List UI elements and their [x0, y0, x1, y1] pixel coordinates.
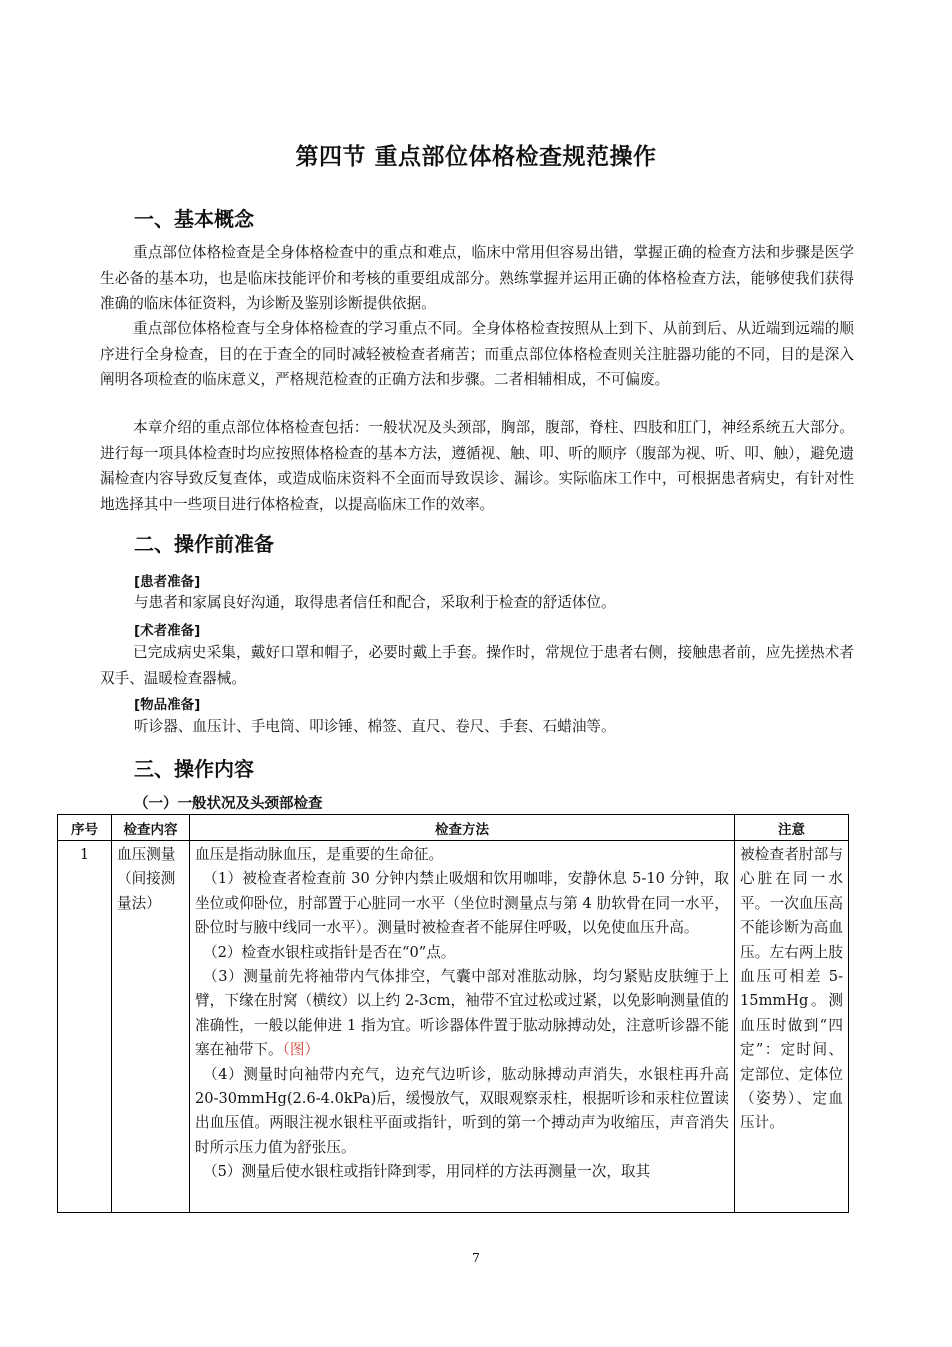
- operator-prep-label: [术者准备]: [134, 623, 201, 639]
- method-step-3-text: （3）测量前先将袖带内气体排空，气囊中部对准肱动脉，均匀紧贴皮肤缠于上臂，下缘在肘窝（横纹）以上约 2-3cm，袖带不宜过松或过紧，以免影响测量值的准确性，一般以能伸进 1 指为宜。听诊器体件置于肱动脉搏动处，注意听诊器不能塞在袖带下。: [195, 968, 729, 1059]
- header-method: 检查方法: [190, 815, 735, 841]
- row-number: 1: [58, 841, 112, 1213]
- paragraph-2: 重点部位体格检查与全身体格检查的学习重点不同。全身体格检查按照从上到下、从前到后、从近端到远端的顺序进行全身检查，目的在于查全的同时减轻被检查者痛苦；而重点部位体格检查则关注脏器功能的不同，目的是深入阐明各项检查的临床意义，严格规范检查的正确方法和步骤。二者相辅相成，不可偏废。: [100, 320, 854, 389]
- items-prep-label: [物品准备]: [134, 697, 201, 713]
- method-intro: 血压是指动脉血压，是重要的生命征。: [195, 846, 444, 863]
- method-step-4: （4）测量时向袖带内充气，边充气边听诊，肱动脉搏动声消失，水银柱再升高 20-30mmHg(2.6-4.0kPa)后，缓慢放气，双眼观察汞柱，根据听诊和汞柱位置读出血压值。两眼注视水银柱平面或指针，听到的第一个搏动声为收缩压，声音消失时所示压力值为舒张压。: [195, 1065, 729, 1156]
- paragraph-1: 重点部位体格检查是全身体格检查中的重点和难点，临床中常用但容易出错，掌握正确的检查方法和步骤是医学生必备的基本功，也是临床技能评价和考核的重要组成部分。熟练掌握并运用正确的体格检查方法，能够使我们获得准确的临床体征资料，为诊断及鉴别诊断提供依据。: [100, 244, 854, 313]
- items-prep-text: 听诊器、血压计、手电筒、叩诊锤、棉签、直尺、卷尺、手套、石蜡油等。: [134, 718, 616, 735]
- header-item: 检查内容: [112, 815, 190, 841]
- header-note: 注意: [735, 815, 849, 841]
- patient-prep-label: [患者准备]: [134, 574, 201, 590]
- table-row: [58, 841, 849, 1213]
- method-step-3: [195, 965, 729, 1063]
- section-heading-operation: 三、操作内容: [134, 757, 254, 781]
- patient-prep-text: 与患者和家属良好沟通，取得患者信任和配合，采取利于检查的舒适体位。: [134, 594, 616, 611]
- method-step-5: （5）测量后使水银柱或指针降到零，用同样的方法再测量一次，取其: [203, 1163, 651, 1181]
- section-heading-preparation: 二、操作前准备: [134, 532, 274, 556]
- row-method: [190, 841, 735, 1213]
- header-number: 序号: [58, 815, 112, 841]
- figure-link[interactable]: （图）: [282, 1041, 320, 1059]
- method-step-1: （1）被检查者检查前 30 分钟内禁止吸烟和饮用咖啡，安静休息 5-10 分钟，取坐位或仰卧位，肘部置于心脏同一水平（坐位时测量点与第 4 肋软骨在同一水平，卧位时与腋中线同一水平）。测量时被检查者不能屏住呼吸，以免使血压升高。: [195, 870, 729, 937]
- subsection-heading-general: （一）一般状况及头颈部检查: [134, 796, 323, 812]
- page-number: 7: [472, 1250, 480, 1265]
- page-title: 第四节 重点部位体格检查规范操作: [295, 144, 657, 170]
- row-item: 血压测量（间接测量法）: [112, 841, 190, 1213]
- operator-prep-text: 已完成病史采集，戴好口罩和帽子，必要时戴上手套。操作时，常规位于患者右侧，接触患者前，应先搓热术者双手、温暖检查器械。: [100, 644, 854, 687]
- row-note: 被检查者肘部与心脏在同一水平。一次血压高不能诊断为高血压。左右两上肢血压可相差 5-15mmHg。测血压时做到“四定”：定时间、定部位、定体位（姿势）、定血压计。: [735, 841, 849, 1213]
- table-header-row: [58, 815, 849, 841]
- method-step-2: （2）检查水银柱或指针是否在“0”点。: [203, 943, 456, 961]
- paragraph-3: 本章介绍的重点部位体格检查包括：一般状况及头颈部，胸部，腹部，脊柱、四肢和肛门，神经系统五大部分。进行每一项具体检查时均应按照体格检查的基本方法，遵循视、触、叩、听的顺序（腹部为视、听、叩、触），避免遗漏检查内容导致反复查体，或造成临床资料不全面而导致误诊、漏诊。实际临床工作中，可根据患者病史，有针对性地选择其中一些项目进行体格检查，以提高临床工作的效率。: [100, 419, 854, 514]
- exam-table: [57, 814, 849, 1213]
- section-heading-basic-concepts: 一、基本概念: [134, 207, 254, 231]
